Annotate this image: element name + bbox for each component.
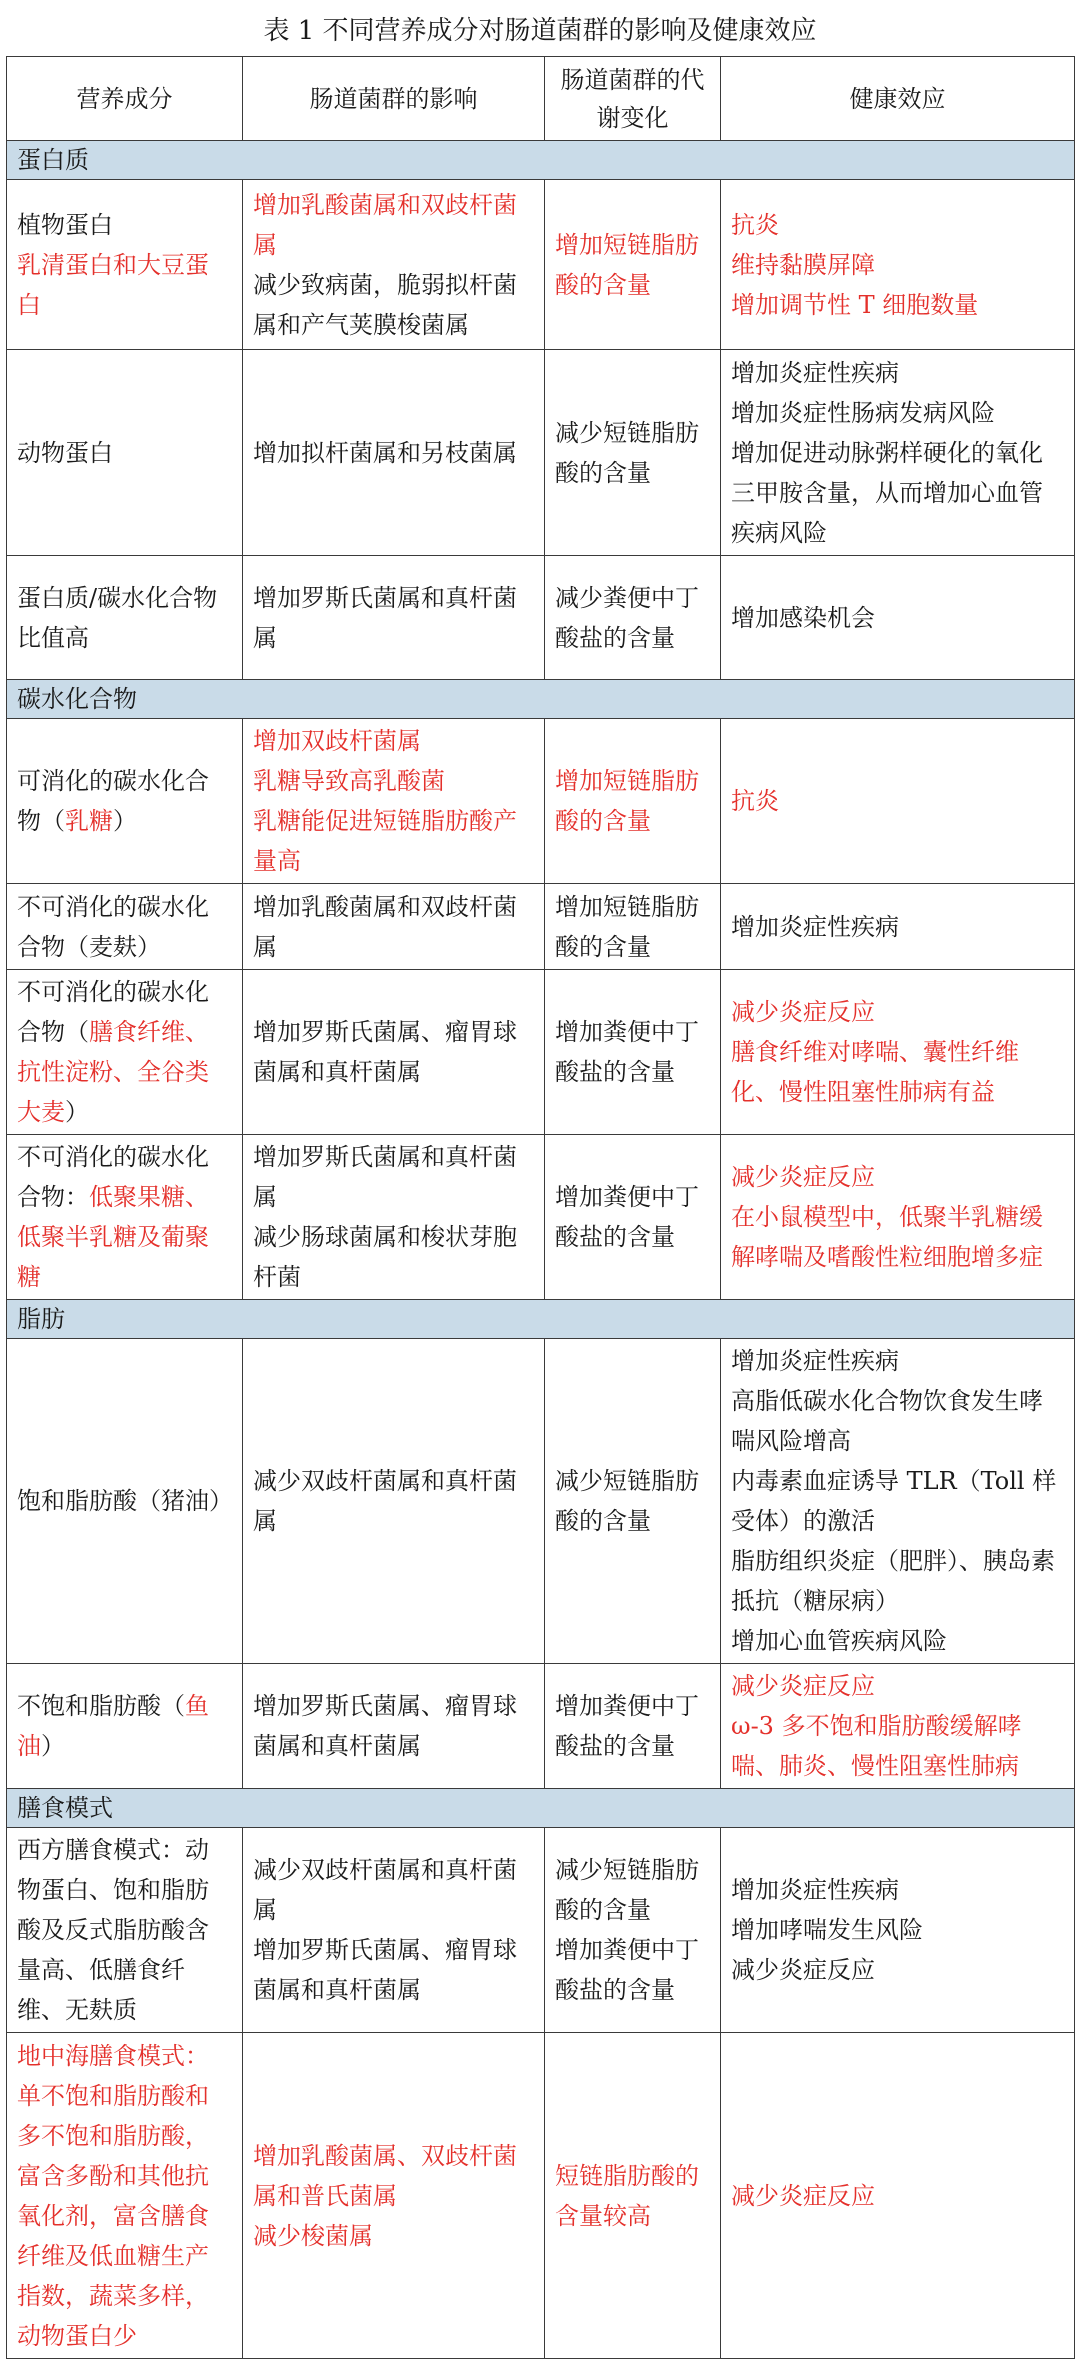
column-header-microbiota-effect: 肠道菌群的影响: [243, 57, 545, 141]
section-row-fat: [7, 1300, 1075, 1339]
column-header-metabolic-change: 肠道菌群的代谢变化: [545, 57, 721, 141]
metabolic-cell: [545, 1828, 721, 2033]
nutrient-cell: [7, 180, 243, 350]
metabolic-cell: 增加粪便中丁酸盐的含量: [545, 970, 721, 1135]
section-label: 蛋白质: [7, 141, 1075, 180]
nutrient-text-highlight: 鱼油: [17, 1692, 209, 1760]
health-text: 减少炎症反应: [731, 1956, 875, 1984]
nutrient-cell: [7, 719, 243, 884]
health-cell: [721, 1828, 1075, 2033]
metabolic-cell: 增加粪便中丁酸盐的含量: [545, 1135, 721, 1300]
health-cell: 抗炎: [721, 719, 1075, 884]
nutrient-cell: [7, 1664, 243, 1789]
effect-text: 减少肠球菌属和梭状芽胞杆菌: [253, 1223, 517, 1291]
health-text: 增加炎症性疾病: [731, 1347, 899, 1375]
health-text: 减少炎症反应: [731, 1163, 875, 1191]
table-row: [7, 719, 1075, 884]
effect-text: 减少梭菌属: [253, 2221, 373, 2250]
health-text: 增加炎症性疾病: [731, 358, 899, 387]
table-row: [7, 2033, 1075, 2359]
table-row: [7, 556, 1075, 680]
health-text: 增加炎症性肠病发病风险: [731, 398, 995, 427]
nutrient-cell: [7, 1135, 243, 1300]
metabolic-cell: 减少短链脂肪酸的含量: [545, 1339, 721, 1664]
effect-cell: [243, 1135, 545, 1300]
effect-text: 增加罗斯氏菌属和真杆菌属: [253, 1143, 517, 1211]
health-text: 在小鼠模型中，低聚半乳糖缓解哮喘及嗜酸性粒细胞增多症: [731, 1203, 1043, 1271]
nutrient-text-highlight: 低聚果糖、低聚半乳糖及葡聚糖: [17, 1183, 209, 1291]
health-text: 增加促进动脉粥样硬化的氧化三甲胺含量，从而增加心血管疾病风险: [731, 438, 1043, 547]
health-cell: 减少炎症反应: [721, 2033, 1075, 2359]
effect-text: 增加双歧杆菌属: [253, 727, 421, 755]
nutrient-cell: [7, 970, 243, 1135]
nutrient-text: 可消化的碳水化合物（: [17, 767, 209, 835]
metabolic-cell: 增加短链脂肪酸的含量: [545, 884, 721, 970]
health-text: 内毒素血症诱导 TLR（Toll 样受体）的激活: [731, 1467, 1057, 1535]
column-header-health-effect: 健康效应: [721, 57, 1075, 141]
effect-text: 增加乳酸菌属、双歧杆菌属和普氏菌属: [253, 2141, 517, 2210]
metabolic-cell: 增加短链脂肪酸的含量: [545, 719, 721, 884]
effect-cell: [243, 180, 545, 350]
effect-text: 增加罗斯氏菌属、瘤胃球菌属和真杆菌属: [253, 1936, 517, 2004]
table-row: [7, 1339, 1075, 1664]
health-cell: 增加炎症性疾病: [721, 884, 1075, 970]
nutrient-text: 不可消化的碳水化合物（: [17, 978, 209, 1046]
table-caption: 表 1 不同营养成分对肠道菌群的影响及健康效应: [263, 16, 817, 46]
nutrition-table: [6, 56, 1075, 2359]
nutrient-cell: 西方膳食模式：动物蛋白、饱和脂肪酸及反式脂肪酸含量高、低膳食纤维、无麸质: [7, 1828, 243, 2033]
nutrient-text: 不可消化的碳水化合物：: [17, 1143, 209, 1211]
health-text: 增加调节性 T 细胞数量: [731, 290, 979, 319]
metabolic-cell: 短链脂肪酸的含量较高: [545, 2033, 721, 2359]
metabolic-text: 增加粪便中丁酸盐的含量: [555, 1936, 699, 2004]
health-text: 增加哮喘发生风险: [731, 1916, 923, 1944]
effect-cell: 增加乳酸菌属和双歧杆菌属: [243, 884, 545, 970]
effect-cell: 增加拟杆菌属和另枝菌属: [243, 350, 545, 556]
nutrient-cell: 动物蛋白: [7, 350, 243, 556]
nutrient-text: ）: [65, 1098, 89, 1126]
health-text: 抗炎: [731, 210, 779, 239]
health-cell: [721, 180, 1075, 350]
section-label: 脂肪: [7, 1300, 1075, 1339]
section-row-diet-pattern: [7, 1789, 1075, 1828]
section-label: 碳水化合物: [7, 680, 1075, 719]
health-text: 减少炎症反应: [731, 1672, 875, 1700]
health-cell: [721, 1339, 1075, 1664]
effect-cell: [243, 1828, 545, 2033]
effect-cell: [243, 719, 545, 884]
table-row: [7, 1828, 1075, 2033]
effect-text: 乳糖能促进短链脂肪酸产量高: [253, 807, 517, 875]
metabolic-cell: 增加粪便中丁酸盐的含量: [545, 1664, 721, 1789]
section-row-carbohydrate: [7, 680, 1075, 719]
nutrient-text-highlight: 乳清蛋白和大豆蛋白: [17, 250, 209, 319]
section-row-protein: [7, 141, 1075, 180]
health-text: ω-3 多不饱和脂肪酸缓解哮喘、肺炎、慢性阻塞性肺病: [731, 1712, 1022, 1780]
nutrient-text: ）: [41, 1732, 65, 1760]
nutrient-text-highlight: 乳糖: [65, 807, 113, 835]
nutrient-cell: 不可消化的碳水化合物（麦麸）: [7, 884, 243, 970]
metabolic-cell: 减少粪便中丁酸盐的含量: [545, 556, 721, 680]
effect-text: 减少双歧杆菌属和真杆菌属: [253, 1856, 517, 1924]
effect-cell: 增加罗斯氏菌属、瘤胃球菌属和真杆菌属: [243, 970, 545, 1135]
effect-text: 减少致病菌，脆弱拟杆菌属和产气荚膜梭菌属: [253, 270, 517, 339]
table-header-row: [7, 57, 1075, 141]
table-row: [7, 350, 1075, 556]
nutrient-cell: 地中海膳食模式：单不饱和脂肪酸和多不饱和脂肪酸，富含多酚和其他抗氧化剂，富含膳食纤维及低血糖生产指数，蔬菜多样，动物蛋白少: [7, 2033, 243, 2359]
health-cell: [721, 1664, 1075, 1789]
table-row: [7, 180, 1075, 350]
column-header-nutrient: 营养成分: [7, 57, 243, 141]
nutrient-text: 不饱和脂肪酸（: [17, 1692, 185, 1720]
health-cell: [721, 970, 1075, 1135]
table-row: [7, 884, 1075, 970]
nutrient-text-highlight: 膳食纤维、抗性淀粉、全谷类大麦: [17, 1018, 209, 1126]
metabolic-cell: 减少短链脂肪酸的含量: [545, 350, 721, 556]
health-text: 减少炎症反应: [731, 998, 875, 1026]
nutrient-text: ）: [113, 807, 137, 835]
nutrient-cell: 蛋白质/碳水化合物比值高: [7, 556, 243, 680]
nutrient-text: 植物蛋白: [17, 210, 113, 239]
health-cell: [721, 1135, 1075, 1300]
health-cell: 增加感染机会: [721, 556, 1075, 680]
table-row: [7, 1664, 1075, 1789]
health-text: 增加炎症性疾病: [731, 1876, 899, 1904]
effect-cell: 减少双歧杆菌属和真杆菌属: [243, 1339, 545, 1664]
metabolic-text: 减少短链脂肪酸的含量: [555, 1856, 699, 1924]
effect-cell: 增加罗斯氏菌属、瘤胃球菌属和真杆菌属: [243, 1664, 545, 1789]
health-cell: [721, 350, 1075, 556]
table-row: [7, 970, 1075, 1135]
effect-text: 乳糖导致高乳酸菌: [253, 767, 445, 795]
metabolic-cell: 增加短链脂肪酸的含量: [545, 180, 721, 350]
health-text: 维持黏膜屏障: [731, 250, 875, 279]
health-text: 高脂低碳水化合物饮食发生哮喘风险增高: [731, 1387, 1043, 1455]
effect-cell: [243, 2033, 545, 2359]
effect-cell: 增加罗斯氏菌属和真杆菌属: [243, 556, 545, 680]
health-text: 脂肪组织炎症（肥胖）、胰岛素抵抗（糖尿病）: [731, 1547, 1055, 1615]
nutrient-cell: 饱和脂肪酸（猪油）: [7, 1339, 243, 1664]
section-label: 膳食模式: [7, 1789, 1075, 1828]
table-row: [7, 1135, 1075, 1300]
effect-text-highlight: 增加乳酸菌属和双歧杆菌属: [253, 190, 517, 259]
health-text: 膳食纤维对哮喘、囊性纤维化、慢性阻塞性肺病有益: [731, 1038, 1019, 1106]
health-text: 增加心血管疾病风险: [731, 1627, 947, 1655]
